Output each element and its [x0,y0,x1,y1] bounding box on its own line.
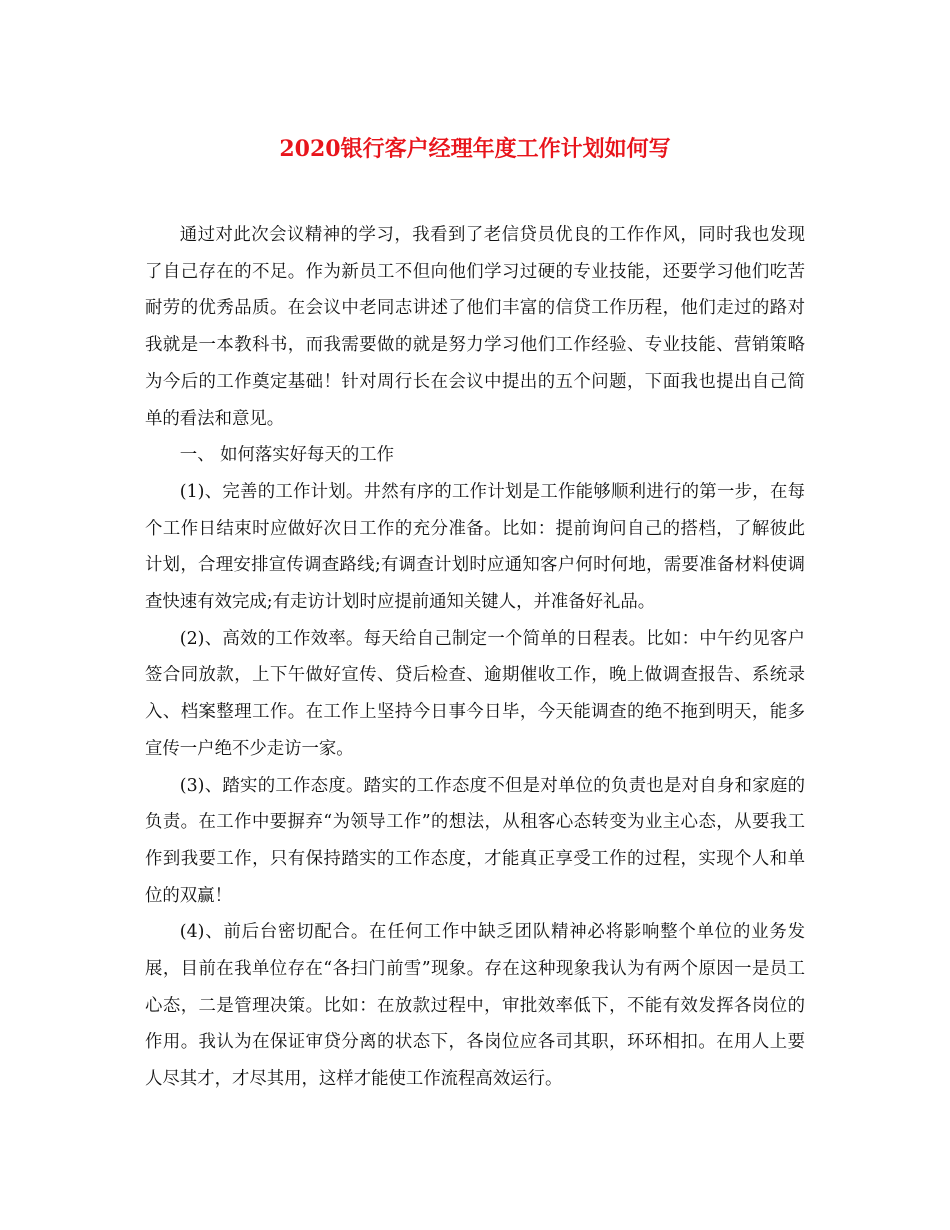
paragraph-item-3: (3)、踏实的工作态度。踏实的工作态度不但是对单位的负责也是对自身和家庭的负责。在工作中要摒弃“为领导工作”的想法，从租客心态转变为业主心态，从要我工作到我要工作，只有保持踏实的工作态度，才能真正享受工作的过程，实现个人和单位的双赢！ [145,775,805,906]
paragraph-item-2: (2)、高效的工作效率。每天给自己制定一个简单的日程表。比如：中午约见客户签合同放款，上下午做好宣传、贷后检查、逾期催收工作，晚上做调查报告、系统录入、档案整理工作。在工作上坚持今日事今日毕，今天能调查的绝不拖到明天，能多宣传一户绝不少走访一家。 [145,628,805,759]
paragraph-intro: 通过对此次会议精神的学习，我看到了老信贷员优良的工作作风，同时我也发现了自己存在的不足。作为新员工不但向他们学习过硬的专业技能，还要学习他们吃苦耐劳的优秀品质。在会议中老同志讲述了他们丰富的信贷工作历程，他们走过的路对我就是一本教科书，而我需要做的就是努力学习他们工作经验、专业技能、营销策略为今后的工作奠定基础！针对周行长在会议中提出的五个问题，下面我也提出自己简单的看法和意见。 [145,225,805,429]
document-body [145,217,805,1098]
document-title: 2020银行客户经理年度工作计划如何写 [279,136,671,162]
paragraph-item-4: (4)、前后台密切配合。在任何工作中缺乏团队精神必将影响整个单位的业务发展，目前在我单位存在“各扫门前雪”现象。存在这种现象我认为有两个原因一是员工心态，二是管理决策。比如：在放款过程中，审批效率低下，不能有效发挥各岗位的作用。我认为在保证审贷分离的状态下，各岗位应各司其职，环环相扣。在用人上要人尽其才，才尽其用，这样才能使工作流程高效运行。 [145,922,805,1090]
paragraph-item-1: (1)、完善的工作计划。井然有序的工作计划是工作能够顺利进行的第一步，在每个工作日结束时应做好次日工作的充分准备。比如：提前询问自己的搭档，了解彼此计划，合理安排宣传调查路线;有调查计划时应通知客户何时何地，需要准备材料使调查快速有效完成;有走访计划时应提前通知关键人，并准备好礼品。 [145,481,805,613]
section-heading-1: 一、 如何落实好每天的工作 [179,445,395,466]
